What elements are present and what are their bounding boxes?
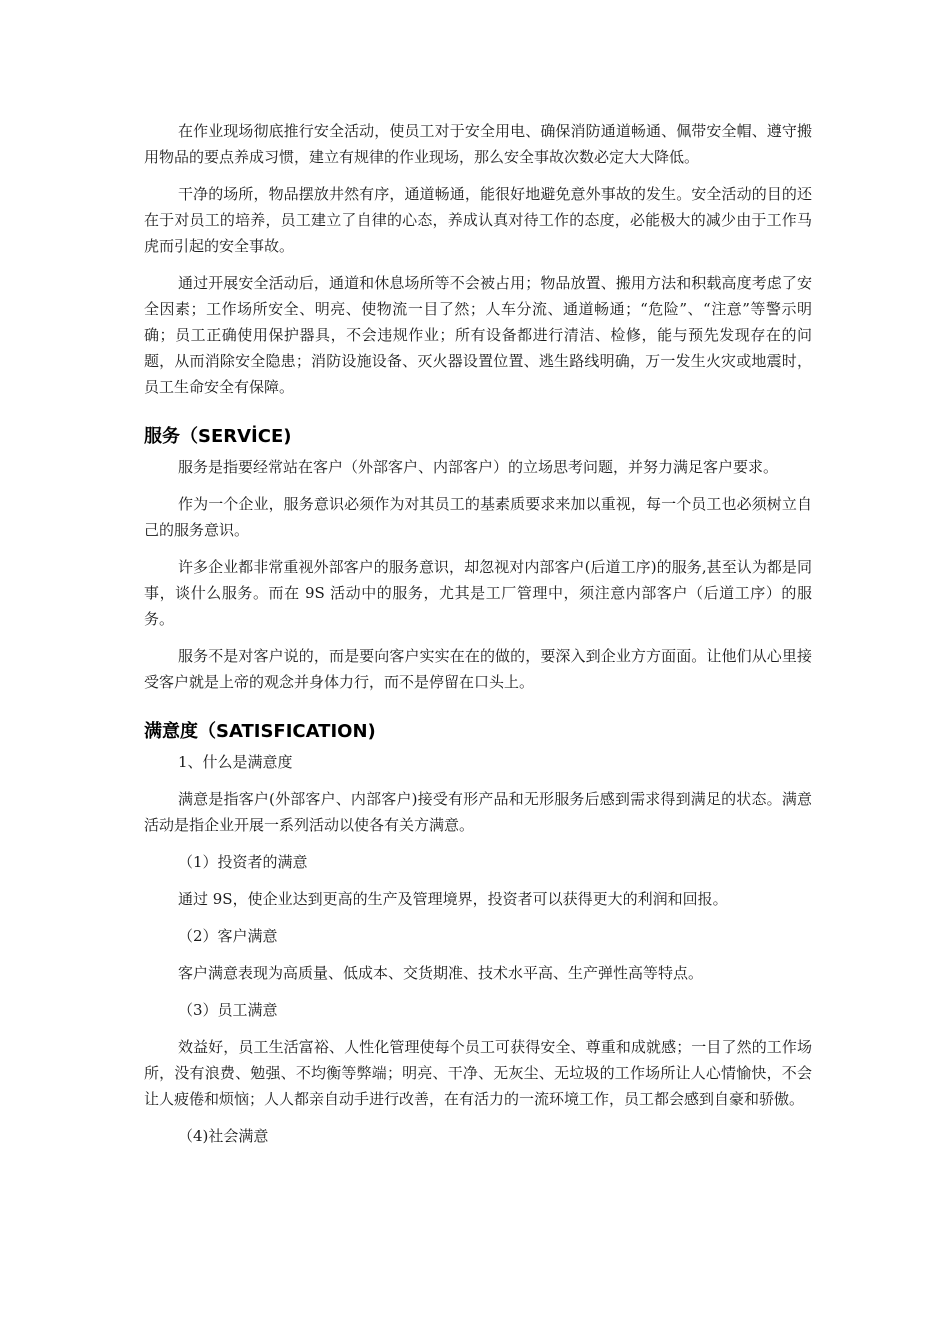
service-heading: 服务（SERVİCE)	[144, 426, 292, 447]
satisfaction-definition: 满意是指客户(外部客户、内部客户)接受有形产品和无形服务后感到需求得到满足的状态。满意活动是指企业开展一系列活动以使各有关方满意。	[144, 790, 812, 834]
intro-paragraph-2: 干净的场所，物品摆放井然有序，通道畅通，能很好地避免意外事故的发生。安全活动的目的还在于对员工的培养，员工建立了自律的心态，养成认真对待工作的态度，必能极大的减少由于工作马虎而引起的安全事故。	[144, 185, 812, 255]
document-page	[144, 118, 812, 1160]
satisfaction-question: 1、什么是满意度	[178, 753, 293, 771]
service-paragraph-4: 服务不是对客户说的，而是要向客户实实在在的做的，要深入到企业方方面面。让他们从心里接受客户就是上帝的观念并身体力行，而不是停留在口头上。	[144, 647, 812, 691]
service-paragraph-2: 作为一个企业，服务意识必须作为对其员工的基素质要求来加以重视，每一个员工也必须树立自己的服务意识。	[144, 495, 812, 539]
satisfaction-heading: 满意度（SATISFICATION)	[144, 721, 376, 742]
service-paragraph-1: 服务是指要经常站在客户（外部客户、内部客户）的立场思考问题，并努力满足客户要求。	[178, 458, 779, 476]
intro-paragraph-1: 在作业现场彻底推行安全活动，使员工对于安全用电、确保消防通道畅通、佩带安全帽、遵守搬用物品的要点养成习惯，建立有规律的作业现场，那么安全事故次数必定大大降低。	[144, 122, 812, 166]
customer-satisfaction-text: 客户满意表现为高质量、低成本、交货期准、技术水平高、生产弹性高等特点。	[178, 964, 704, 982]
intro-paragraph-3: 通过开展安全活动后，通道和休息场所等不会被占用；物品放置、搬用方法和积载高度考虑了安全因素；工作场所安全、明亮、使物流一目了然；人车分流、通道畅通；“危险”、“注意”等警示明确；员工正确使用保护器具，不会违规作业；所有设备都进行清洁、检修，能与预先发现存在的问题，从而消除安全隐患；消防设施设备、灭火器设置位置、逃生路线明确，万一发生火灾或地震时，员工生命安全有保障。	[144, 274, 812, 396]
investor-satisfaction-text: 通过 9S，使企业达到更高的生产及管理境界，投资者可以获得更大的利润和回报。	[178, 890, 728, 908]
social-satisfaction-title: （4)社会满意	[178, 1127, 269, 1145]
service-paragraph-3: 许多企业都非常重视外部客户的服务意识，却忽视对内部客户(后道工序)的服务,甚至认为都是同事，谈什么服务。而在 9S 活动中的服务，尤其是工厂管理中，须注意内部客户（后道工序）的服务。	[144, 558, 812, 628]
investor-satisfaction-title: （1）投资者的满意	[178, 853, 308, 871]
customer-satisfaction-title: （2）客户满意	[178, 927, 278, 945]
employee-satisfaction-title: （3）员工满意	[178, 1001, 278, 1019]
employee-satisfaction-text: 效益好，员工生活富裕、人性化管理使每个员工可获得安全、尊重和成就感；一目了然的工作场所，没有浪费、勉强、不均衡等弊端；明亮、干净、无灰尘、无垃圾的工作场所让人心情愉快，不会让人疲倦和烦恼；人人都亲自动手进行改善，在有活力的一流环境工作，员工都会感到自豪和骄傲。	[144, 1038, 812, 1108]
